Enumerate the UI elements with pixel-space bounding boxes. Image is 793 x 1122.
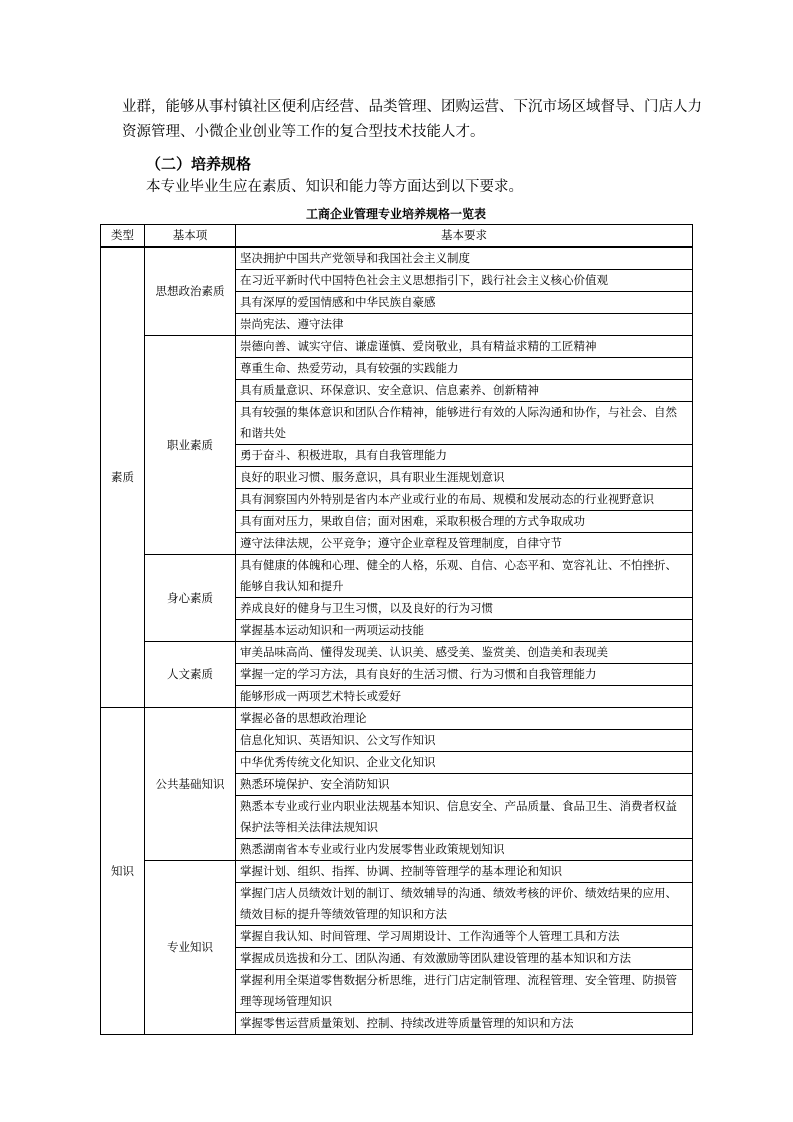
section-heading: （二）培养规格 [146, 155, 252, 173]
requirement-cell: 具有质量意识、环保意识、安全意识、信息素养、创新精神 [236, 380, 693, 402]
requirement-cell: 掌握基本运动知识和一两项运动技能 [236, 620, 693, 642]
table-row [101, 555, 693, 598]
basic-item-cell: 思想政治素质 [145, 247, 236, 336]
requirement-cell: 能够形成一两项艺术特长或爱好 [236, 686, 693, 708]
requirement-cell: 坚决拥护中国共产党领导和我国社会主义制度 [236, 247, 693, 270]
requirement-cell: 掌握自我认知、时间管理、学习周期设计、工作沟通等个人管理工具和方法 [236, 926, 693, 948]
basic-item-cell: 职业素质 [145, 336, 236, 555]
table-header-row [101, 225, 693, 248]
training-spec-table [100, 224, 693, 1035]
requirement-cell: 掌握计划、组织、指挥、协调、控制等管理学的基本理论和知识 [236, 861, 693, 883]
requirement-cell: 勇于奋斗、积极进取，具有自我管理能力 [236, 445, 693, 467]
requirement-cell: 遵守法律法规，公平竞争；遵守企业章程及管理制度，自律守节 [236, 533, 693, 555]
requirement-cell: 掌握成员选拔和分工、团队沟通、有效激励等团队建设管理的基本知识和方法 [236, 948, 693, 970]
requirement-cell: 尊重生命、热爱劳动，具有较强的实践能力 [236, 358, 693, 380]
requirement-cell: 掌握零售运营质量策划、控制、持续改进等质量管理的知识和方法 [236, 1013, 693, 1035]
section-intro: 本专业毕业生应在素质、知识和能力等方面达到以下要求。 [146, 179, 523, 195]
requirement-cell: 信息化知识、英语知识、公文写作知识 [236, 730, 693, 752]
requirement-cell: 熟悉本专业或行业内职业法规基本知识、信息安全、产品质量、食品卫生、消费者权益保护法等相关法律法规知识 [236, 796, 693, 839]
requirement-cell: 审美品味高尚、懂得发现美、认识美、感受美、鉴赏美、创造美和表现美 [236, 642, 693, 664]
header-type: 类型 [101, 225, 145, 248]
requirement-cell: 具有面对压力，果敢自信；面对困难，采取积极合理的方式争取成功 [236, 511, 693, 533]
requirement-cell: 良好的职业习惯、服务意识，具有职业生涯规划意识 [236, 467, 693, 489]
header-item: 基本项 [145, 225, 236, 248]
table-caption: 工商企业管理专业培养规格一览表 [305, 207, 486, 221]
category-type-cell: 素质 [101, 247, 145, 708]
requirement-cell: 掌握一定的学习方法，具有良好的生活习惯、行为习惯和自我管理能力 [236, 664, 693, 686]
requirement-cell: 具有深厚的爱国情感和中华民族自豪感 [236, 292, 693, 314]
requirement-cell: 在习近平新时代中国特色社会主义思想指引下，践行社会主义核心价值观 [236, 270, 693, 292]
requirement-cell: 掌握利用全渠道零售数据分析思维，进行门店定制管理、流程管理、安全管理、防损管理等现场管理知识 [236, 970, 693, 1013]
category-type-cell: 知识 [101, 708, 145, 1035]
requirement-cell: 熟悉湖南省本专业或行业内发展零售业政策规划知识 [236, 839, 693, 861]
table-row [101, 708, 693, 730]
requirement-cell: 养成良好的健身与卫生习惯，以及良好的行为习惯 [236, 598, 693, 620]
requirement-cell: 中华优秀传统文化知识、企业文化知识 [236, 752, 693, 774]
requirement-cell: 掌握门店人员绩效计划的制订、绩效辅导的沟通、绩效考核的评价、绩效结果的应用、绩效目标的提升等绩效管理的知识和方法 [236, 883, 693, 926]
basic-item-cell: 专业知识 [145, 861, 236, 1035]
requirement-cell: 熟悉环境保护、安全消防知识 [236, 774, 693, 796]
header-requirement: 基本要求 [236, 225, 693, 248]
basic-item-cell: 身心素质 [145, 555, 236, 642]
intro-line-1: 业群，能够从事村镇社区便利店经营、品类管理、团购运营、下沉市场区域督导、门店人力 [122, 99, 702, 115]
basic-item-cell: 公共基础知识 [145, 708, 236, 861]
table-row [101, 247, 693, 270]
requirement-cell: 具有洞察国内外特别是省内本产业或行业的布局、规模和发展动态的行业视野意识 [236, 489, 693, 511]
requirement-cell: 崇尚宪法、遵守法律 [236, 314, 693, 336]
intro-line-2: 资源管理、小微企业创业等工作的复合型技术技能人才。 [122, 124, 485, 140]
table-row [101, 861, 693, 883]
requirement-cell: 掌握必备的思想政治理论 [236, 708, 693, 730]
table-row [101, 336, 693, 358]
table-body [101, 247, 693, 1035]
basic-item-cell: 人文素质 [145, 642, 236, 708]
requirement-cell: 具有健康的体魄和心理、健全的人格，乐观、自信、心态平和、宽容礼让、不怕挫折、能够自我认知和提升 [236, 555, 693, 598]
intro-paragraph [122, 95, 712, 145]
requirement-cell: 具有较强的集体意识和团队合作精神，能够进行有效的人际沟通和协作，与社会、自然和谐共处 [236, 402, 693, 445]
table-row [101, 642, 693, 664]
requirement-cell: 崇德向善、诚实守信、谦虚谨慎、爱岗敬业，具有精益求精的工匠精神 [236, 336, 693, 358]
